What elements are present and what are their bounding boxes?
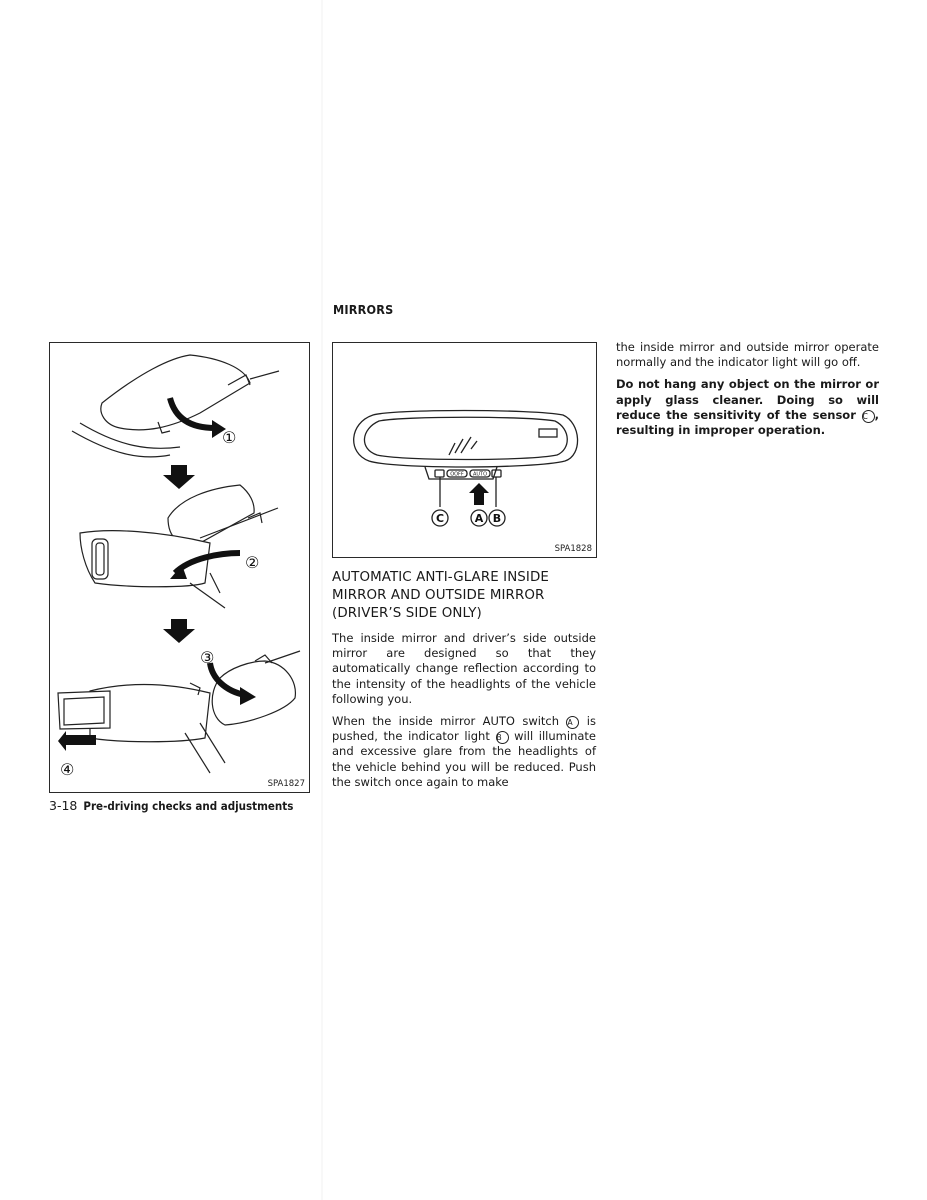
middle-column-text (332, 631, 596, 790)
page-number: 3-18 (49, 798, 78, 813)
sun-visor-figure (49, 342, 310, 793)
paragraph-2-part-b: is pushed, the indicator light (332, 714, 596, 744)
step-4-label: ④ (60, 760, 75, 779)
callout-c: C (435, 512, 445, 525)
circled-a: A (566, 716, 579, 729)
subheading: AUTOMATIC ANTI-GLARE INSIDE MIRROR AND OUTSIDE MIRROR (DRIVER’S SIDE ONLY) (332, 570, 549, 621)
callout-b: B (492, 512, 502, 525)
paragraph-3: the inside mirror and outside mirror operate normally and the indicator light will go off. (616, 340, 879, 370)
inside-mirror-illustration (333, 343, 596, 557)
warning-part-b: , resulting in improper operation. (616, 407, 879, 438)
section-heading: MIRRORS (333, 302, 394, 317)
sun-visor-illustration (50, 343, 309, 792)
inside-mirror-figure (332, 342, 597, 558)
paragraph-1: The inside mirror and driver’s side outside mirror are designed so that they automatically change reflection according to the intensity of the headlights of the vehicle following you. (332, 631, 596, 706)
off-button-label: OOFF (450, 471, 464, 478)
figure-code: SPA1827 (267, 779, 305, 789)
step-2-label: ② (245, 553, 260, 572)
step-3-label: ③ (200, 648, 215, 667)
warning-paragraph (616, 377, 879, 438)
right-column-text (616, 340, 879, 438)
page-footer (49, 798, 293, 813)
auto-button-label: AUTO (472, 471, 488, 478)
step-1-label: ① (222, 428, 237, 447)
paragraph-2-part-c: will illuminate and excessive glare from the headlights of the vehicle behind you will be reduced. Push the switch once again to make (332, 729, 596, 789)
callout-a: A (474, 512, 484, 525)
circled-c: C (862, 410, 875, 423)
paragraph-2-part-a: When the inside mirror AUTO switch (332, 714, 567, 729)
figure-code: SPA1828 (554, 544, 592, 554)
warning-part-a: Do not hang any object on the mirror or apply glass cleaner. Doing so will reduce the sensitivity of the sensor (616, 377, 879, 422)
paragraph-2 (332, 714, 596, 790)
chapter-title: Pre-driving checks and adjustments (83, 799, 294, 813)
circled-b: B (496, 731, 509, 744)
